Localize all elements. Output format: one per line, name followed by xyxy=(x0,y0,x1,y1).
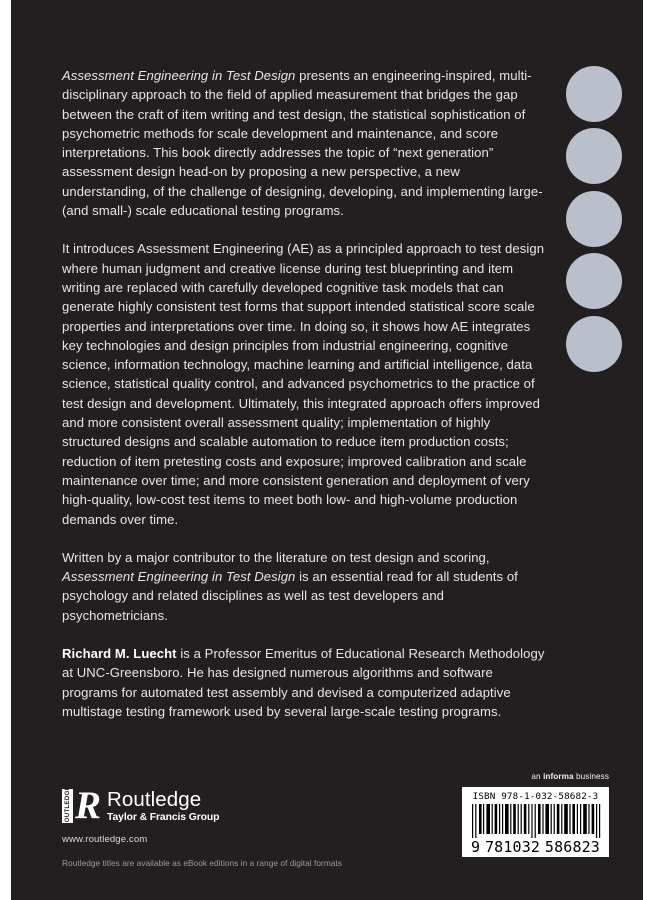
barcode-bars-icon xyxy=(470,804,601,838)
routledge-wordmark xyxy=(107,789,219,824)
informa-prefix: an xyxy=(531,772,544,781)
book-title-mention-1: Assessment Engineering in Test Design xyxy=(62,68,296,83)
blurb-paragraph-2: It introduces Assessment Engineering (AE) as a principled approach to test design where human judgment and creative license during test blueprinting and item writing are replaced with carefully developed cognitive task models that can generate highly consistent test forms that support intended statistical score scale properties and interpretations over time. In doing so, it shows how AE integrates key technologies and design principles from industrial engineering, cognitive science, information technology, machine learning and artificial intelligence, data science, statistical quality control, and advanced psychometrics to the practice of test design and development. Ultimately, this integrated approach offers improved and more consistent overall assessment quality; implementation of highly structured designs and scalable automation to reduce item production costs; reduction of item pretesting costs and exposure; improved calibration and scale maintenance over time; and more consistent generation and deployment of very high-quality, low-cost test items to meet both low- and high-volume production demands over time. xyxy=(62,241,545,527)
publisher-tagline: Taylor & Francis Group xyxy=(107,812,220,823)
routledge-vertical-wordmark: ROUTLEDGE xyxy=(64,785,71,827)
informa-suffix: business xyxy=(573,772,609,781)
publisher-website[interactable]: www.routledge.com xyxy=(62,834,148,845)
isbn-text xyxy=(470,791,601,802)
ebook-availability-note: Routledge titles are available as eBook editions in a range of digital formats xyxy=(62,858,342,868)
blurb-paragraph-3 xyxy=(62,548,549,625)
author-bio-paragraph xyxy=(62,644,549,721)
routledge-logo xyxy=(62,784,392,827)
informa-business-line xyxy=(462,772,609,781)
decorative-circle-1 xyxy=(566,66,622,122)
back-cover-blurb xyxy=(62,66,549,740)
blurb-paragraph-3-lead: Written by a major contributor to the literature on test design and scoring, xyxy=(62,549,490,565)
ean-leading-digit: 9 xyxy=(471,838,481,856)
isbn-number: 978-1-032-58682-3 xyxy=(501,791,599,802)
author-name: Richard M. Luecht xyxy=(62,646,177,662)
blurb-paragraph-3-rest: is an essential read for all students of psychology and related disciplines as well as test developers and psychometricians. xyxy=(62,569,518,623)
routledge-logo-mark-icon xyxy=(62,784,102,827)
publisher-logo-block xyxy=(62,784,392,868)
publisher-name: Routledge xyxy=(107,788,202,811)
ean-left-group: 781032 xyxy=(485,838,541,856)
routledge-r-glyph: R xyxy=(75,784,102,827)
author-bio-text: is a Professor Emeritus of Educational Research Methodology at UNC-Greensboro. He has designed numerous algorithms and software programs for automated test assembly and devised a computerized adaptive multistage testing framework used by several large-scale testing programs. xyxy=(62,646,545,719)
decorative-circle-4 xyxy=(566,253,622,309)
ean-right-group: 586823 xyxy=(544,838,600,856)
book-title-mention-2: Assessment Engineering in Test Design xyxy=(62,569,296,585)
blurb-paragraph-1-rest: presents an engineering-inspired, multi-disciplinary approach to the field of applied measurement that bridges the gap between the craft of item writing and test design, the statistical sophistication of psychometric methods for scale development and maintenance, and score interpretations. This book directly addresses the topic of “next generation” assessment design head-on by proposing a new perspective, a new understanding, of the challenge of designing, developing, and implementing large- (and small-) scale educational testing programs. xyxy=(62,68,543,219)
isbn-label: ISBN xyxy=(472,791,496,802)
decorative-circle-3 xyxy=(566,191,622,247)
blurb-paragraph-1 xyxy=(62,66,549,220)
isbn-barcode xyxy=(462,787,609,857)
informa-brand: informa xyxy=(543,772,574,781)
decorative-circle-2 xyxy=(566,128,622,184)
book-back-cover xyxy=(11,0,643,900)
decorative-circle-5 xyxy=(566,316,622,372)
ean-digits xyxy=(470,839,601,855)
